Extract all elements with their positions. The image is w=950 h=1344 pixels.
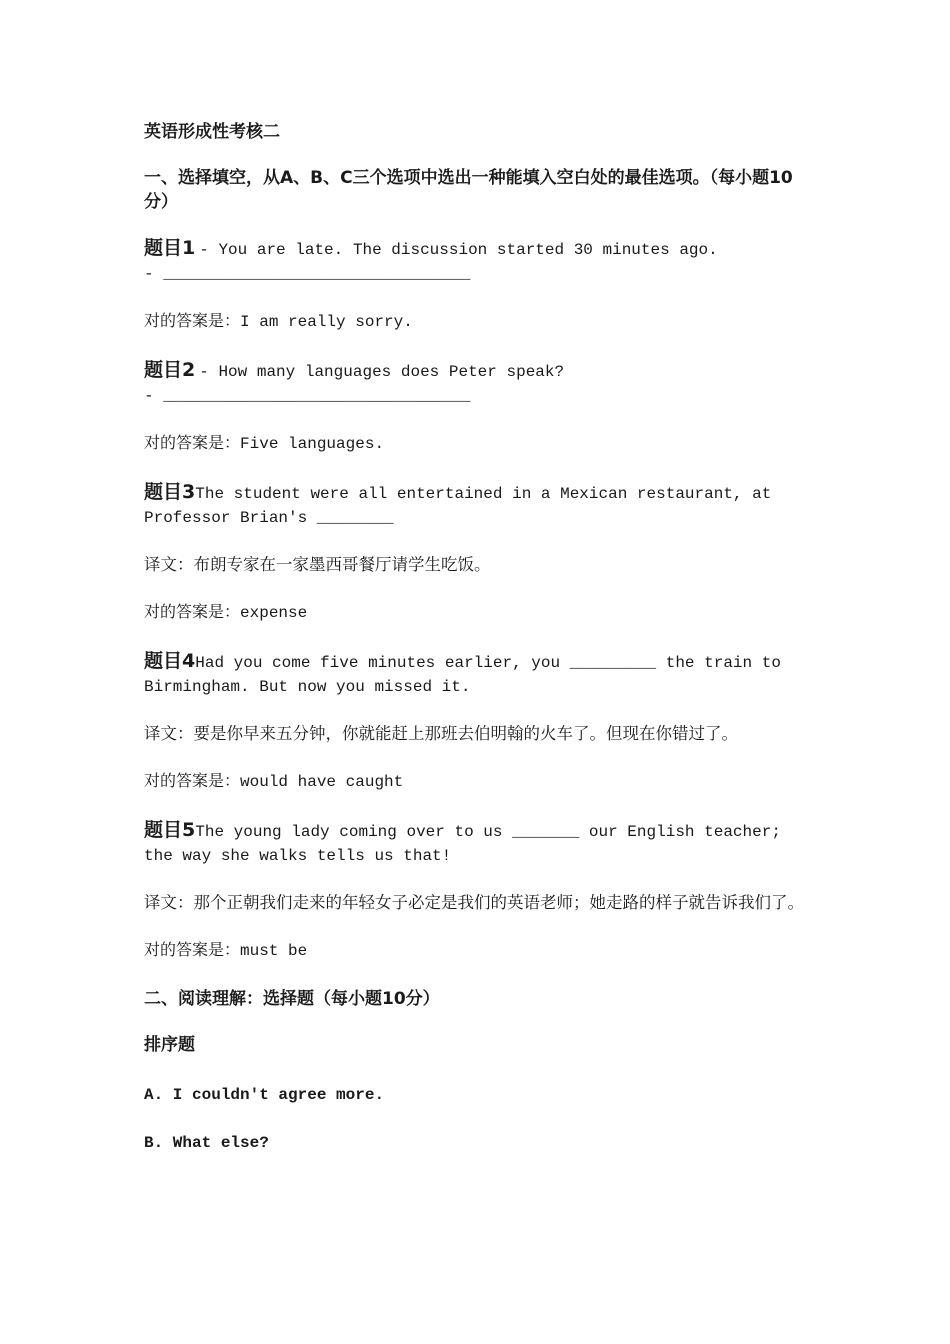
section-2-subheading: 排序题	[144, 1035, 195, 1055]
question-3-prompt	[144, 480, 804, 530]
question-4-answer	[144, 769, 804, 794]
question-2-label: 题目2	[144, 359, 196, 381]
answer-value: Five languages.	[240, 435, 385, 453]
answer-label: 对的答案是：	[144, 771, 241, 790]
answer-label: 对的答案是：	[144, 311, 241, 330]
option-a: A. I couldn't agree more.	[144, 1086, 385, 1104]
answer-value: expense	[240, 604, 308, 622]
option-b: B. What else?	[144, 1134, 269, 1152]
question-4-text: Had you come five minutes earlier, you _________ the train to Birmingham. But now you missed it.	[144, 654, 781, 696]
answer-value: must be	[240, 942, 308, 960]
answer-label: 对的答案是：	[144, 602, 241, 621]
answer-label: 对的答案是：	[144, 433, 241, 452]
question-5-answer	[144, 938, 804, 963]
question-3-translation: 译文：布朗专家在一家墨西哥餐厅请学生吃饭。	[144, 555, 491, 574]
question-1-label: 题目1	[144, 237, 196, 259]
question-4-translation: 译文：要是你早来五分钟，你就能赶上那班去伯明翰的火车了。但现在你错过了。	[144, 724, 738, 743]
question-4	[144, 649, 804, 794]
question-3-label: 题目3	[144, 481, 196, 503]
question-2-text: - How many languages does Peter speak?	[199, 363, 565, 381]
section-1-heading: 一、选择填空，从A、B、C三个选项中选出一种能填入空白处的最佳选项。（每小题10分）	[144, 168, 793, 212]
question-4-label: 题目4	[144, 650, 196, 672]
question-2-blank: - ________________________________	[144, 387, 471, 405]
question-2-answer	[144, 431, 804, 456]
question-1-answer	[144, 309, 804, 334]
answer-label: 对的答案是：	[144, 940, 241, 959]
question-2	[144, 358, 804, 456]
question-5-text: The young lady coming over to us _______ our English teacher; the way she walks tells us that!	[144, 823, 781, 865]
question-3	[144, 480, 804, 625]
section-2-heading: 二、阅读理解：选择题（每小题10分）	[144, 989, 440, 1009]
document-title: 英语形成性考核二	[144, 122, 280, 142]
question-3-text: The student were all entertained in a Mexican restaurant, at Professor Brian's ________	[144, 485, 772, 527]
question-2-prompt	[144, 358, 804, 384]
question-5	[144, 818, 804, 963]
answer-value: would have caught	[240, 773, 404, 791]
question-1-text: - You are late. The discussion started 30 minutes ago.	[199, 241, 718, 259]
answer-value: I am really sorry.	[240, 313, 413, 331]
question-5-translation: 译文：那个正朝我们走来的年轻女子必定是我们的英语老师；她走路的样子就告诉我们了。	[144, 893, 804, 912]
question-3-answer	[144, 600, 804, 625]
question-5-label: 题目5	[144, 819, 196, 841]
question-4-prompt	[144, 649, 804, 699]
document-body	[144, 120, 804, 1179]
question-1-prompt	[144, 236, 804, 262]
question-5-prompt	[144, 818, 804, 868]
question-1	[144, 236, 804, 334]
question-1-blank: - ________________________________	[144, 265, 471, 283]
